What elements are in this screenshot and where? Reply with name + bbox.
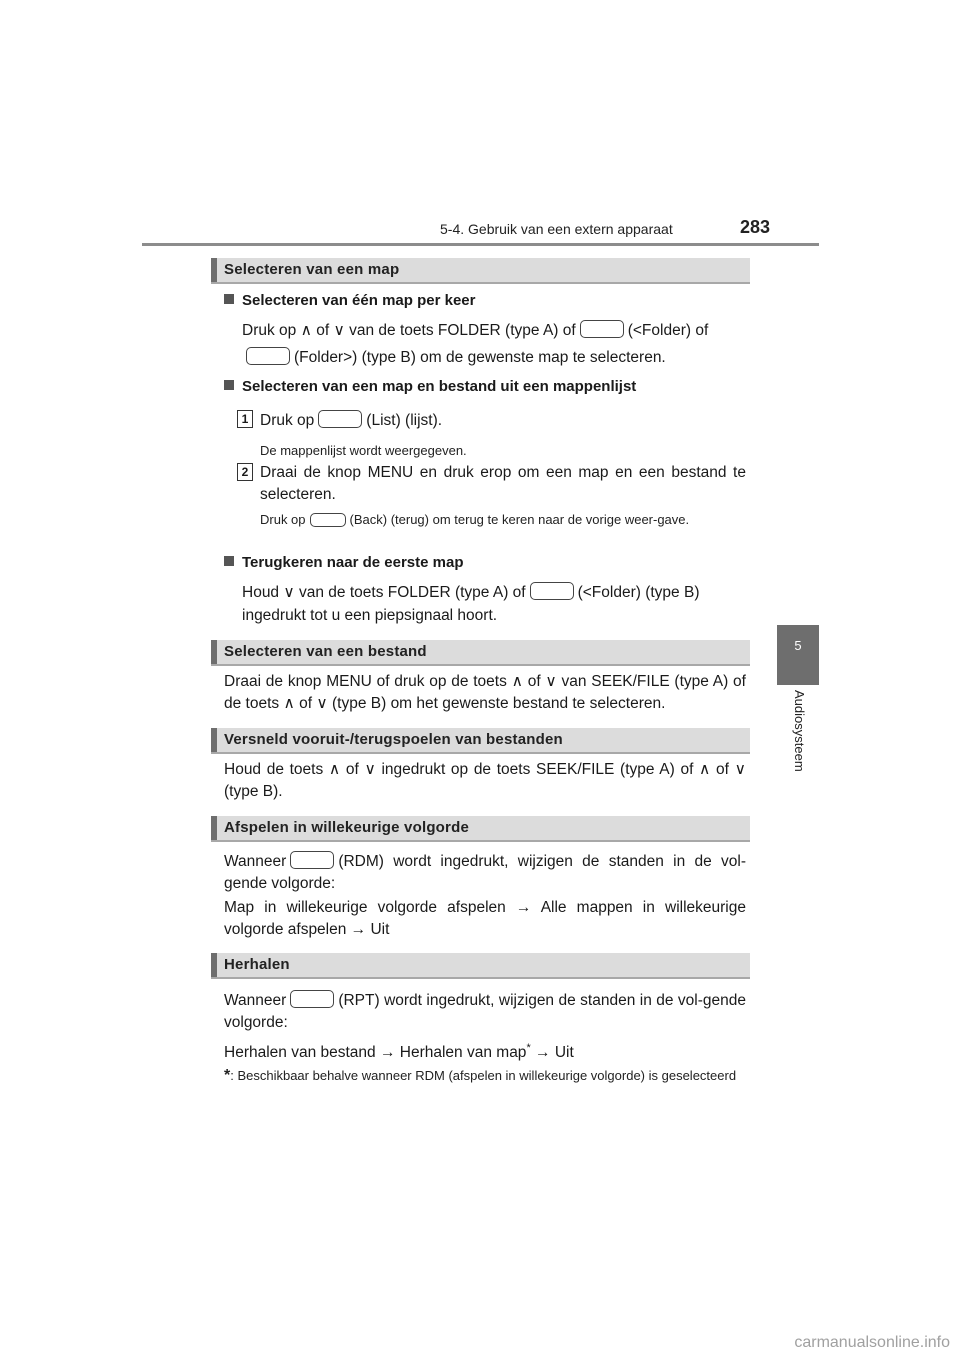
paragraph-repeat: Wanneer (RPT) wordt ingedrukt, wijzigen de standen in de vol-gende volgorde: <box>224 992 746 1031</box>
section-heading-fast-forward <box>211 728 750 754</box>
list-button-icon <box>318 410 362 428</box>
footnote-star: * <box>224 1067 231 1084</box>
paragraph-first-folder: Houd ∨ van de toets FOLDER (type A) of (<Folder) (type B) <box>242 584 700 601</box>
square-bullet-icon <box>224 556 234 566</box>
section-heading-file <box>211 640 750 666</box>
paragraph-folder-select: Druk op ∧ of ∨ van de toets FOLDER (type A) of (<Folder) of <box>242 322 709 339</box>
folder-next-button-icon <box>246 347 290 365</box>
step-1-note: De mappenlijst wordt weergegeven. <box>260 443 467 458</box>
step-number-2: 2 <box>237 463 253 481</box>
rpt-button-icon <box>290 990 334 1008</box>
paragraph-folder-select-2: (Folder>) (type B) om de gewenste map te selecteren. <box>246 347 750 369</box>
paragraph-random: Wanneer (RDM) wordt ingedrukt, wijzigen de standen in de vol-gende volgorde: <box>224 853 746 892</box>
paragraph-file-select: Draai de knop MENU of druk op de toets ∧ of ∨ van SEEK/FILE (type A) of de toets ∧ of ∨ (type B) om het gewenste bestand te selecteren. <box>224 673 746 712</box>
subheading-folder-list: Selecteren van een map en bestand uit een mappenlijst <box>224 378 636 395</box>
section-heading-text: Versneld vooruit-/terugspoelen van bestanden <box>224 731 563 748</box>
chapter-tab: 5 <box>777 625 819 685</box>
section-heading-text: Selecteren van een bestand <box>224 643 427 660</box>
section-heading-map <box>211 258 750 284</box>
paragraph-fast-forward: Houd de toets ∧ of ∨ ingedrukt op de toets SEEK/FILE (type A) of ∧ of ∨ (type B). <box>224 761 746 800</box>
rdm-button-icon <box>290 851 334 869</box>
square-bullet-icon <box>224 380 234 390</box>
paragraph-random-order: Map in willekeurige volgorde afspelen → Alle mappen in willekeurige volgorde afspelen → Uit <box>224 899 746 938</box>
chapter-tab-label: Audiosysteem <box>792 690 807 772</box>
section-heading-text: Herhalen <box>224 956 290 973</box>
step-number-1: 1 <box>237 410 253 428</box>
page-number: 283 <box>740 217 771 237</box>
watermark: carmanualsonline.info <box>794 1334 950 1351</box>
chapter-heading: 5-4. Gebruik van een extern apparaat <box>440 221 673 237</box>
subheading-one-folder: Selecteren van één map per keer <box>224 292 475 309</box>
step-1-text: Druk op (List) (lijst). <box>260 412 443 429</box>
folder-prev-button-icon <box>580 320 624 338</box>
section-heading-text: Afspelen in willekeurige volgorde <box>224 819 469 836</box>
step-2-note: Druk op (Back) (terug) om terug te keren naar de vorige weer-gave. <box>260 512 690 527</box>
subheading-first-folder: Terugkeren naar de eerste map <box>224 554 463 571</box>
back-button-icon <box>310 513 346 527</box>
step-2-text: Draai de knop MENU en druk erop om een map en een bestand te selecteren. <box>260 464 746 503</box>
paragraph-first-folder-2: ingedrukt tot u een piepsignaal hoort. <box>242 607 498 624</box>
square-bullet-icon <box>224 294 234 304</box>
footnote-marker: * <box>526 1042 531 1054</box>
section-heading-repeat <box>211 953 750 979</box>
section-heading-random <box>211 816 750 842</box>
paragraph-repeat-order: Herhalen van bestand → Herhalen van map* → Uit <box>224 1042 574 1062</box>
header-rule <box>142 243 819 246</box>
folder-prev-button-icon <box>530 582 574 600</box>
section-heading-text: Selecteren van een map <box>224 261 400 278</box>
footnote: *: Beschikbaar behalve wanneer RDM (afspelen in willekeurige volgorde) is geselecteerd <box>224 1067 737 1084</box>
